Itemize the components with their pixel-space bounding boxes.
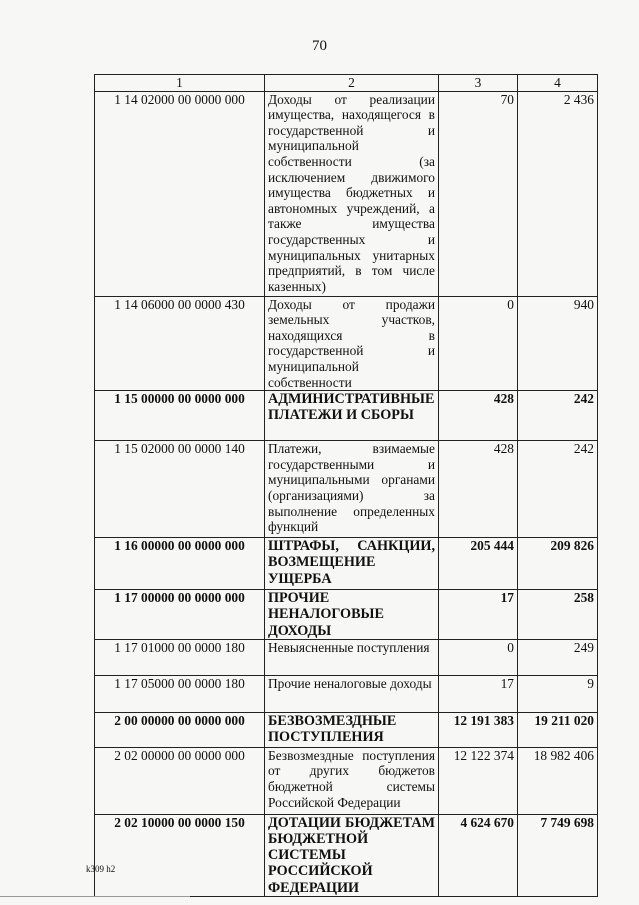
table-row (95, 675, 598, 712)
row-value-col4: 940 (518, 296, 598, 391)
row-value-col4: 209 826 (518, 538, 598, 590)
table-header-row (95, 75, 598, 92)
row-value-col4: 19 211 020 (518, 712, 598, 747)
row-value-col4: 242 (518, 441, 598, 538)
row-name: ДОТАЦИИ БЮДЖЕТАМ БЮДЖЕТНОЙ СИСТЕМЫ РОССИЙСКОЙ ФЕДЕРАЦИИ (265, 814, 439, 896)
budget-revenue-table (94, 74, 598, 897)
row-value-col3: 4 624 670 (439, 814, 518, 896)
row-value-col4: 2 436 (518, 91, 598, 296)
row-name: Невыясненные поступления (265, 639, 439, 675)
column-header-2: 2 (265, 75, 439, 92)
row-name: Доходы от реализации имущества, находящегося в государственной и муниципальной собственности (за исключением движимого имущества бюджетных и автономных учреждений, а также имущества государственных и муниципальных унитарных предприятий, в том числе казенных) (265, 91, 439, 296)
row-value-col4: 18 982 406 (518, 747, 598, 814)
row-code: 1 17 05000 00 0000 180 (95, 675, 265, 712)
row-name: Платежи, взимаемые государственными и муниципальными органами (организациями) за выполнение определенных функций (265, 441, 439, 538)
row-value-col3: 70 (439, 91, 518, 296)
row-value-col3: 12 122 374 (439, 747, 518, 814)
row-value-col3: 0 (439, 296, 518, 391)
table-row (95, 91, 598, 296)
row-value-col3: 17 (439, 675, 518, 712)
table-row (95, 441, 598, 538)
document-code: k309 h2 (86, 864, 116, 874)
row-code: 1 14 02000 00 0000 000 (95, 91, 265, 296)
row-code: 1 14 06000 00 0000 430 (95, 296, 265, 391)
row-value-col3: 17 (439, 590, 518, 640)
table-row (95, 391, 598, 441)
row-value-col4: 9 (518, 675, 598, 712)
table-row (95, 747, 598, 814)
row-value-col4: 258 (518, 590, 598, 640)
row-value-col4: 249 (518, 639, 598, 675)
row-code: 1 15 00000 00 0000 000 (95, 391, 265, 441)
row-code: 1 17 00000 00 0000 000 (95, 590, 265, 640)
row-code: 2 00 00000 00 0000 000 (95, 712, 265, 747)
row-name: Безвозмездные поступления от других бюджетов бюджетной системы Российской Федерации (265, 747, 439, 814)
column-header-4: 4 (518, 75, 598, 92)
table-row (95, 814, 598, 896)
row-code: 1 16 00000 00 0000 000 (95, 538, 265, 590)
table-row (95, 639, 598, 675)
table-row (95, 296, 598, 391)
row-value-col4: 242 (518, 391, 598, 441)
row-value-col3: 0 (439, 639, 518, 675)
table-row (95, 538, 598, 590)
row-name: Доходы от продажи земельных участков, находящихся в государственной и муниципальной собственности (265, 296, 439, 391)
column-header-3: 3 (439, 75, 518, 92)
row-value-col3: 428 (439, 441, 518, 538)
row-name: ПРОЧИЕ НЕНАЛОГОВЫЕ ДОХОДЫ (265, 590, 439, 640)
page-number: 70 (312, 38, 327, 54)
row-value-col4: 7 749 698 (518, 814, 598, 896)
table-row (95, 712, 598, 747)
row-name: БЕЗВОЗМЕЗДНЫЕ ПОСТУПЛЕНИЯ (265, 712, 439, 747)
row-name: АДМИНИСТРАТИВНЫЕ ПЛАТЕЖИ И СБОРЫ (265, 391, 439, 441)
row-value-col3: 205 444 (439, 538, 518, 590)
row-value-col3: 428 (439, 391, 518, 441)
row-code: 2 02 00000 00 0000 000 (95, 747, 265, 814)
row-value-col3: 12 191 383 (439, 712, 518, 747)
row-name: ШТРАФЫ, САНКЦИИ, ВОЗМЕЩЕНИЕ УЩЕРБА (265, 538, 439, 590)
row-code: 2 02 10000 00 0000 150 (95, 814, 265, 896)
table-row (95, 590, 598, 640)
row-code: 1 15 02000 00 0000 140 (95, 441, 265, 538)
row-code: 1 17 01000 00 0000 180 (95, 639, 265, 675)
column-header-1: 1 (95, 75, 265, 92)
row-name: Прочие неналоговые доходы (265, 675, 439, 712)
scan-edge-line (0, 896, 190, 897)
